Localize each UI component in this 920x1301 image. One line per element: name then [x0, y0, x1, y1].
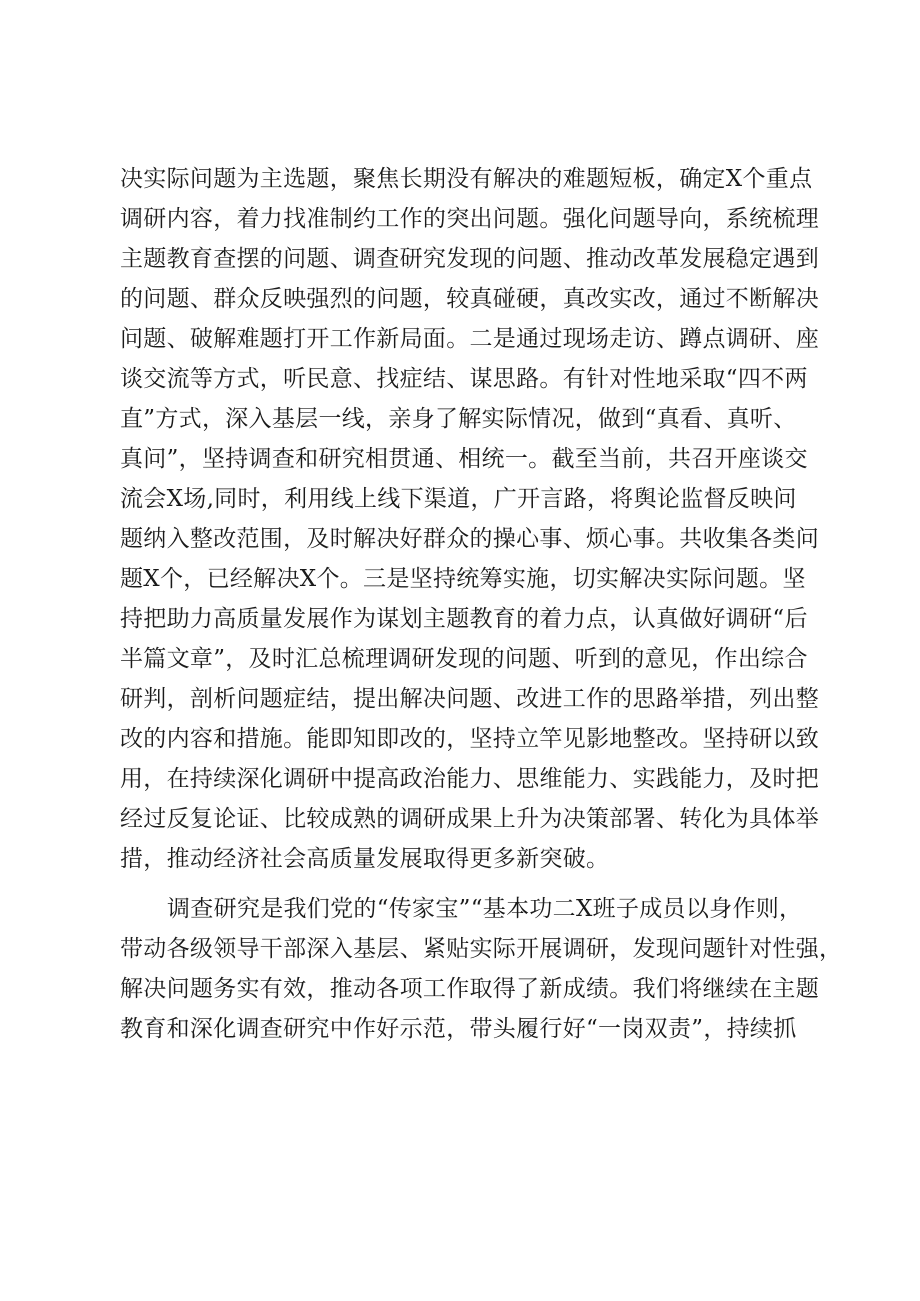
paragraph-1-line-15: 改的内容和措施。能即知即改的，坚持立竿见影地整改。坚持研以致 — [120, 726, 819, 752]
paragraph-1-line-2: 调研内容，着力找准制约工作的突出问题。强化问题导向，系统梳理 — [120, 206, 819, 232]
paragraph-1-line-4: 的问题、群众反映强烈的问题，较真碰硬，真改实改，通过不断解决 — [120, 286, 819, 312]
paragraph-1-line-11: 题X个，已经解决X个。三是坚持统筹实施，切实解决实际问题。坚 — [120, 566, 806, 592]
paragraph-1-line-12: 持把助力高质量发展作为谋划主题教育的着力点，认真做好调研“后 — [120, 606, 808, 632]
paragraph-1-line-8: 真问”，坚持调查和研究相贯通、相统一。截至当前，共召开座谈交 — [120, 446, 808, 472]
paragraph-1-line-5: 问题、破解难题打开工作新局面。二是通过现场走访、蹲点调研、座 — [120, 326, 819, 352]
paragraph-2-line-2: 带动各级领导干部深入基层、紧贴实际开展调研，发现问题针对性强， — [120, 936, 843, 962]
paragraph-2-line-4: 教育和深化调查研究中作好示范，带头履行好“一岗双责”，持续抓 — [120, 1016, 797, 1042]
paragraph-1-line-17: 经过反复论证、比较成熟的调研成果上升为决策部署、转化为具体举 — [120, 806, 819, 832]
paragraph-1-line-14: 研判，剖析问题症结，提出解决问题、改进工作的思路举措，列出整 — [120, 686, 819, 712]
paragraph-1-line-13: 半篇文章”，及时汇总梳理调研发现的问题、听到的意见，作出综合 — [120, 646, 808, 672]
paragraph-1-line-7: 直”方式，深入基层一线，亲身了解实际情况，做到“真看、真听、 — [120, 406, 797, 432]
paragraph-2-line-3: 解决问题务实有效，推动各项工作取得了新成绩。我们将继续在主题 — [120, 976, 819, 1002]
paragraph-1-line-3: 主题教育查摆的问题、调查研究发现的问题、推动改革发展稳定遇到 — [120, 246, 819, 272]
paragraph-1-line-18: 措，推动经济社会高质量发展取得更多新突破。 — [120, 846, 610, 872]
paragraph-1-line-6: 谈交流等方式，听民意、找症结、谋思路。有针对性地采取“四不两 — [120, 366, 808, 392]
paragraph-1-line-10: 题纳入整改范围，及时解决好群众的操心事、烦心事。共收集各类问 — [120, 526, 819, 552]
paragraph-1-line-16: 用，在持续深化调研中提高政治能力、思维能力、实践能力，及时把 — [120, 766, 819, 792]
paragraph-1-line-9: 流会X场,同时，利用线上线下渠道，广开言路，将舆论监督反映问 — [120, 486, 797, 512]
paragraph-2-line-1: 调查研究是我们党的“传家宝”“基本功二X班子成员以身作则， — [167, 896, 803, 922]
paragraph-1-line-1: 决实际问题为主选题，聚焦长期没有解决的难题短板，确定X个重点 — [120, 166, 813, 192]
